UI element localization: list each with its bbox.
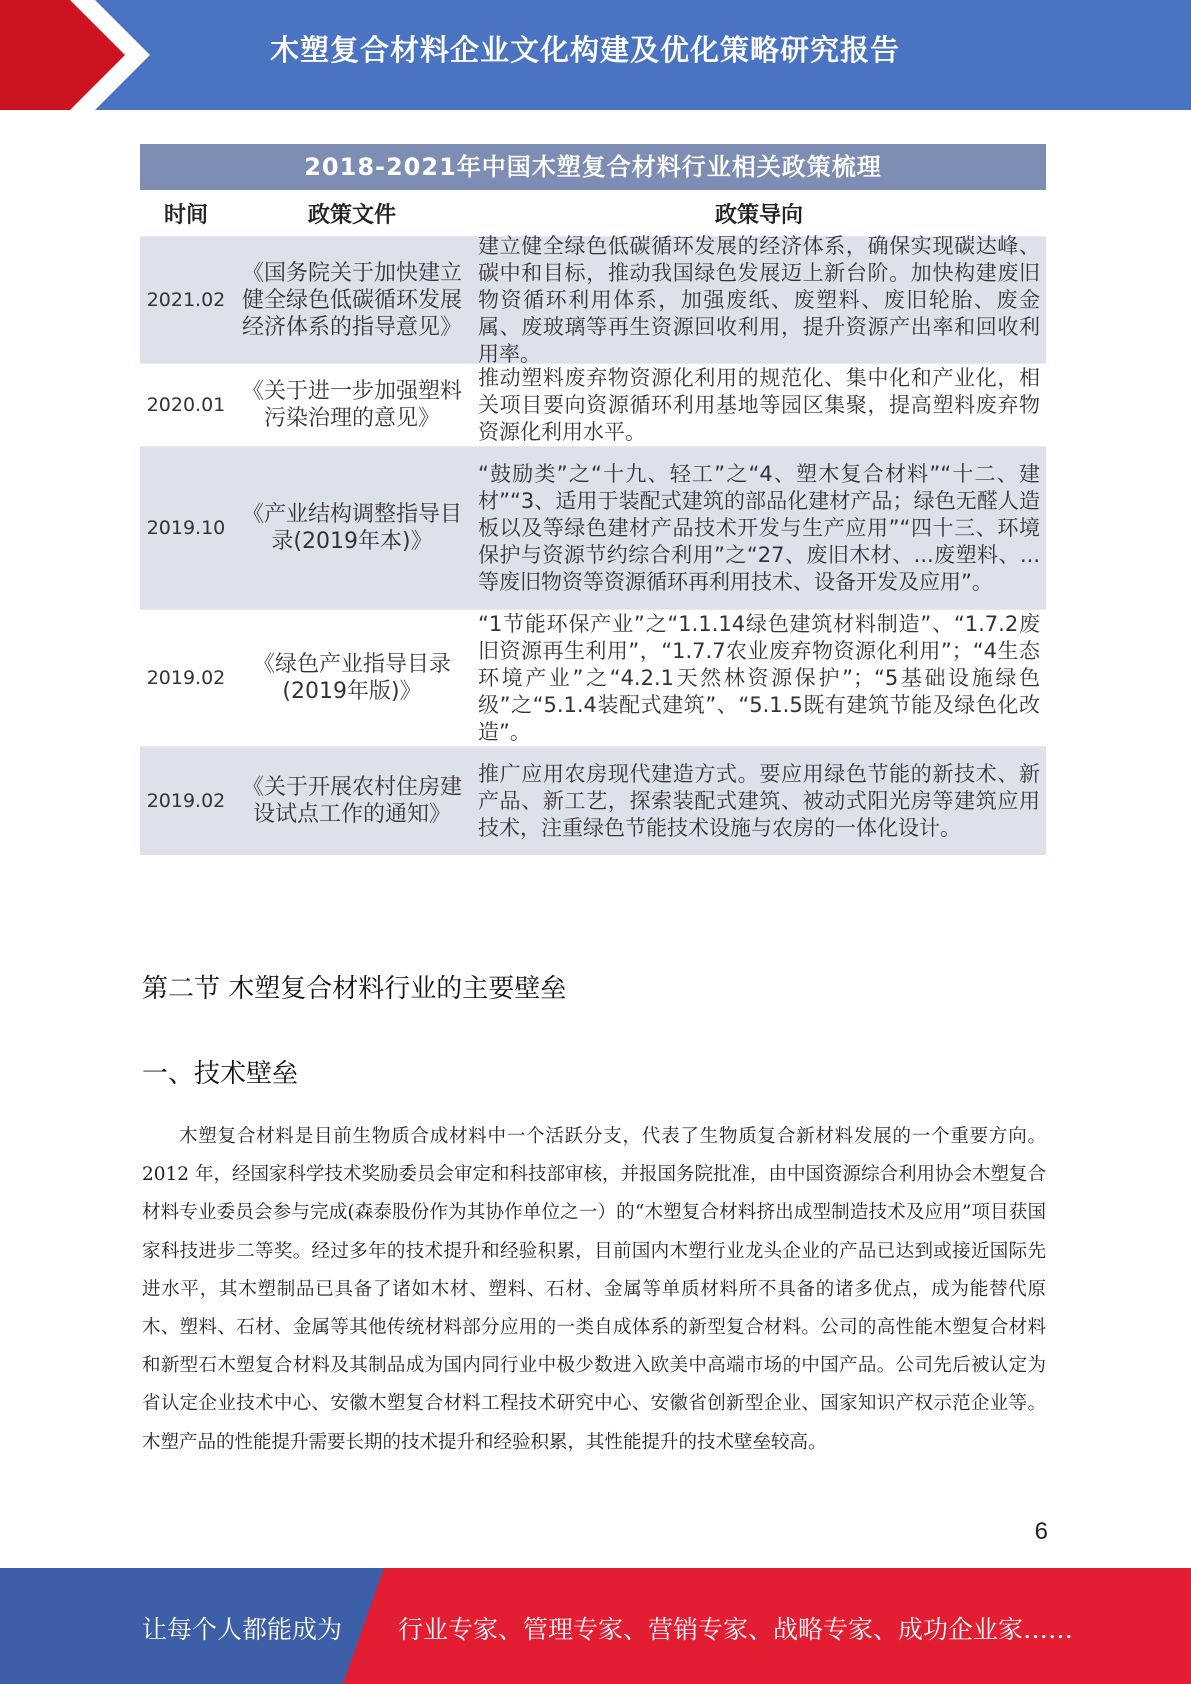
row-time: 2019.02 bbox=[146, 790, 226, 812]
report-header bbox=[0, 0, 1191, 110]
footer-slogan-right: 行业专家、管理专家、营销专家、战略专家、成功企业家…… bbox=[398, 1615, 1074, 1644]
row-document: 《关于进一步加强塑料污染治理的意见》 bbox=[241, 379, 462, 431]
column-header-direction: 政策导向 bbox=[714, 202, 803, 228]
row-direction: 推动塑料废弃物资源化利用的规范化、集中化和产业化，相关项目要向资源循环利用基地等园区集聚，提高塑料废弃物资源化利用水平。 bbox=[478, 365, 1040, 444]
row-time: 2019.02 bbox=[146, 667, 226, 689]
row-direction: 建立健全绿色低碳循环发展的经济体系，确保实现碳达峰、碳中和目标，推动我国绿色发展迈上新台阶。加快构建废旧物资循环利用体系，加强废纸、废塑料、废旧轮胎、废金属、废玻璃等再生资源回收利用，提升资源产出率和回收利用率。 bbox=[478, 233, 1040, 366]
table-row bbox=[140, 233, 1046, 366]
footer-slogan-left: 让每个人都能成为 bbox=[142, 1615, 343, 1644]
row-direction: “鼓励类”之“十九、轻工”之“4、塑木复合材料”“十二、建材”“3、适用于装配式建筑的部品化建材产品；绿色无醛人造板以及等绿色建材产品技术开发与生产应用”“四十三、环境保护与资源节约综合利用”之“27、废旧木材、...废塑料、...等废旧物资等资源循环再利用技术、设备开发及应用”。 bbox=[478, 461, 1040, 594]
row-document: 《关于开展农村住房建设试点工作的通知》 bbox=[241, 775, 462, 827]
policy-table bbox=[140, 144, 1046, 855]
body-paragraph: 木塑复合材料是目前生物质合成材料中一个活跃分支，代表了生物质复合新材料发展的一个重要方向。2012 年，经国家科学技术奖励委员会审定和科技部审核，并报国务院批准，由中国资源综合利用协会木塑复合材料专业委员会参与完成(森泰股份作为其协作单位之一）的“木塑复合材料挤出成型制造技术及应用”项目获国家科技进步二等奖。经过多年的技术提升和经验积累，目前国内木塑行业龙头企业的产品已达到或接近国际先进水平，其木塑制品已具备了诸如木材、塑料、石材、金属等单质材料所不具备的诸多优点，成为能替代原木、塑料、石材、金属等其他传统材料部分应用的一类自成体系的新型复合材料。公司的高性能木塑复合材料和新型石木塑复合材料及其制品成为国内同行业中极少数进入欧美中高端市场的中国产品。公司先后被认定为省认定企业技术中心、安徽木塑复合材料工程技术研究中心、安徽省创新型企业、国家知识产权示范企业等。木塑产品的性能提升需要长期的技术提升和经验积累，其性能提升的技术壁垒较高。 bbox=[142, 1126, 1046, 1453]
table-row bbox=[140, 363, 1046, 446]
row-direction: “1节能环保产业”之“1.1.14绿色建筑材料制造”、“1.7.2废旧资源再生利用”，“1.7.7农业废弃物资源化利用”；“4生态环境产业”之“4.2.1天然林资源保护”；“5基础设施绿色级”之“5.1.4装配式建筑”、“5.1.5既有建筑节能及绿色化改造”。 bbox=[478, 611, 1040, 744]
page-number: 6 bbox=[1034, 1518, 1048, 1545]
table-row bbox=[140, 746, 1046, 855]
column-header-document: 政策文件 bbox=[307, 202, 396, 228]
row-time: 2021.02 bbox=[146, 289, 226, 311]
row-time: 2019.10 bbox=[146, 517, 226, 539]
report-footer bbox=[0, 1568, 1191, 1684]
table-row bbox=[140, 609, 1046, 746]
row-document: 《绿色产业指导目录(2019年版)》 bbox=[252, 652, 451, 704]
header-arrow-icon bbox=[0, 0, 160, 110]
row-direction: 推广应用农房现代建造方式。要应用绿色节能的新技术、新产品、新工艺，探索装配式建筑、被动式阳光房等建筑应用技术，注重绿色节能技术设施与农房的一体化设计。 bbox=[478, 761, 1040, 840]
row-document: 《国务院关于加快建立健全绿色低碳循环发展经济体系的指导意见》 bbox=[241, 260, 462, 340]
column-header-time: 时间 bbox=[163, 202, 208, 228]
section-title: 第二节 木塑复合材料行业的主要壁垒 bbox=[142, 974, 567, 1004]
report-title: 木塑复合材料企业文化构建及优化策略研究报告 bbox=[270, 33, 901, 67]
table-row bbox=[140, 446, 1046, 609]
table-title: 2018-2021年中国木塑复合材料行业相关政策梳理 bbox=[140, 144, 1046, 190]
table-header-row bbox=[140, 190, 1046, 236]
row-document: 《产业结构调整指导目录(2019年本)》 bbox=[241, 502, 462, 554]
row-time: 2020.01 bbox=[146, 394, 226, 416]
subsection-title: 一、技术壁垒 bbox=[142, 1059, 299, 1089]
